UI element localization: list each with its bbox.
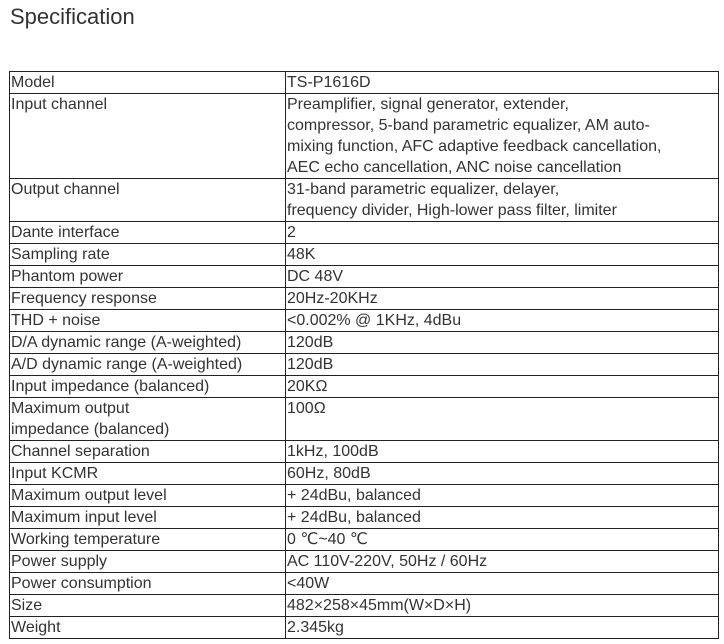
table-row [10,244,719,266]
spec-value-line: mixing function, AFC adaptive feedback cancellation, [287,138,662,155]
spec-value-frequency-response: 20Hz-20KHz [286,288,719,310]
spec-value-input-kcmr: 60Hz, 80dB [286,463,719,485]
table-row [10,94,719,179]
spec-label-line: impedance (balanced) [11,421,170,438]
spec-value-power-consumption: <40W [286,573,719,595]
spec-label-max-input-level: Maximum input level [10,507,286,529]
spec-value-max-output-impedance: 100Ω [286,398,719,441]
spec-label-power-consumption: Power consumption [10,573,286,595]
spec-value-line: Preamplifier, signal generator, extender, [287,96,569,113]
table-row [10,354,719,376]
spec-value-thd-noise: <0.002% @ 1KHz, 4dBu [286,310,719,332]
spec-label-da-dynamic-range: D/A dynamic range (A-weighted) [10,332,286,354]
table-row [10,222,719,244]
table-row [10,551,719,573]
spec-label-working-temperature: Working temperature [10,529,286,551]
spec-value-weight: 2.345kg [286,617,719,639]
spec-label-frequency-response: Frequency response [10,288,286,310]
spec-label-max-output-level: Maximum output level [10,485,286,507]
spec-label-size: Size [10,595,286,617]
spec-label-thd-noise: THD + noise [10,310,286,332]
spec-value-line: AEC echo cancellation, ANC noise cancellation [287,159,622,176]
spec-label-phantom-power: Phantom power [10,266,286,288]
spec-value-input-impedance: 20KΩ [286,376,719,398]
table-row [10,485,719,507]
spec-value-working-temperature: 0 ℃~40 ℃ [286,529,719,551]
spec-label-input-channel: Input channel [10,94,286,179]
spec-value-channel-separation: 1kHz, 100dB [286,441,719,463]
table-row [10,595,719,617]
spec-value-max-output-level: + 24dBu, balanced [286,485,719,507]
table-row [10,332,719,354]
table-row [10,398,719,441]
page-title: Specification [10,4,135,29]
spec-value-size: 482×258×45mm(W×D×H) [286,595,719,617]
spec-label-ad-dynamic-range: A/D dynamic range (A-weighted) [10,354,286,376]
table-row [10,179,719,222]
spec-value-input-channel [286,94,719,179]
spec-value-line: frequency divider, High-lower pass filter, limiter [287,202,617,219]
spec-label-input-kcmr: Input KCMR [10,463,286,485]
spec-label-dante-interface: Dante interface [10,222,286,244]
spec-value-da-dynamic-range: 120dB [286,332,719,354]
spec-value-line: 31-band parametric equalizer, delayer, [287,181,560,198]
specification-table [9,71,719,639]
spec-value-sampling-rate: 48K [286,244,719,266]
spec-value-power-supply: AC 110V-220V, 50Hz / 60Hz [286,551,719,573]
table-row [10,72,719,94]
spec-label-sampling-rate: Sampling rate [10,244,286,266]
spec-label-weight: Weight [10,617,286,639]
spec-value-line: compressor, 5-band parametric equalizer, AM auto- [287,117,650,134]
table-row [10,463,719,485]
spec-label-input-impedance: Input impedance (balanced) [10,376,286,398]
spec-label-max-output-impedance [10,398,286,441]
table-row [10,617,719,639]
spec-label-power-supply: Power supply [10,551,286,573]
table-row [10,507,719,529]
spec-value-max-input-level: + 24dBu, balanced [286,507,719,529]
spec-value-dante-interface: 2 [286,222,719,244]
spec-value-model: TS-P1616D [286,72,719,94]
table-row [10,573,719,595]
spec-label-model: Model [10,72,286,94]
table-row [10,441,719,463]
table-row [10,288,719,310]
table-row [10,310,719,332]
spec-value-ad-dynamic-range: 120dB [286,354,719,376]
spec-value-phantom-power: DC 48V [286,266,719,288]
spec-label-output-channel: Output channel [10,179,286,222]
table-row [10,266,719,288]
spec-label-line: Maximum output [11,400,130,417]
table-row [10,376,719,398]
table-row [10,529,719,551]
spec-value-output-channel [286,179,719,222]
spec-label-channel-separation: Channel separation [10,441,286,463]
